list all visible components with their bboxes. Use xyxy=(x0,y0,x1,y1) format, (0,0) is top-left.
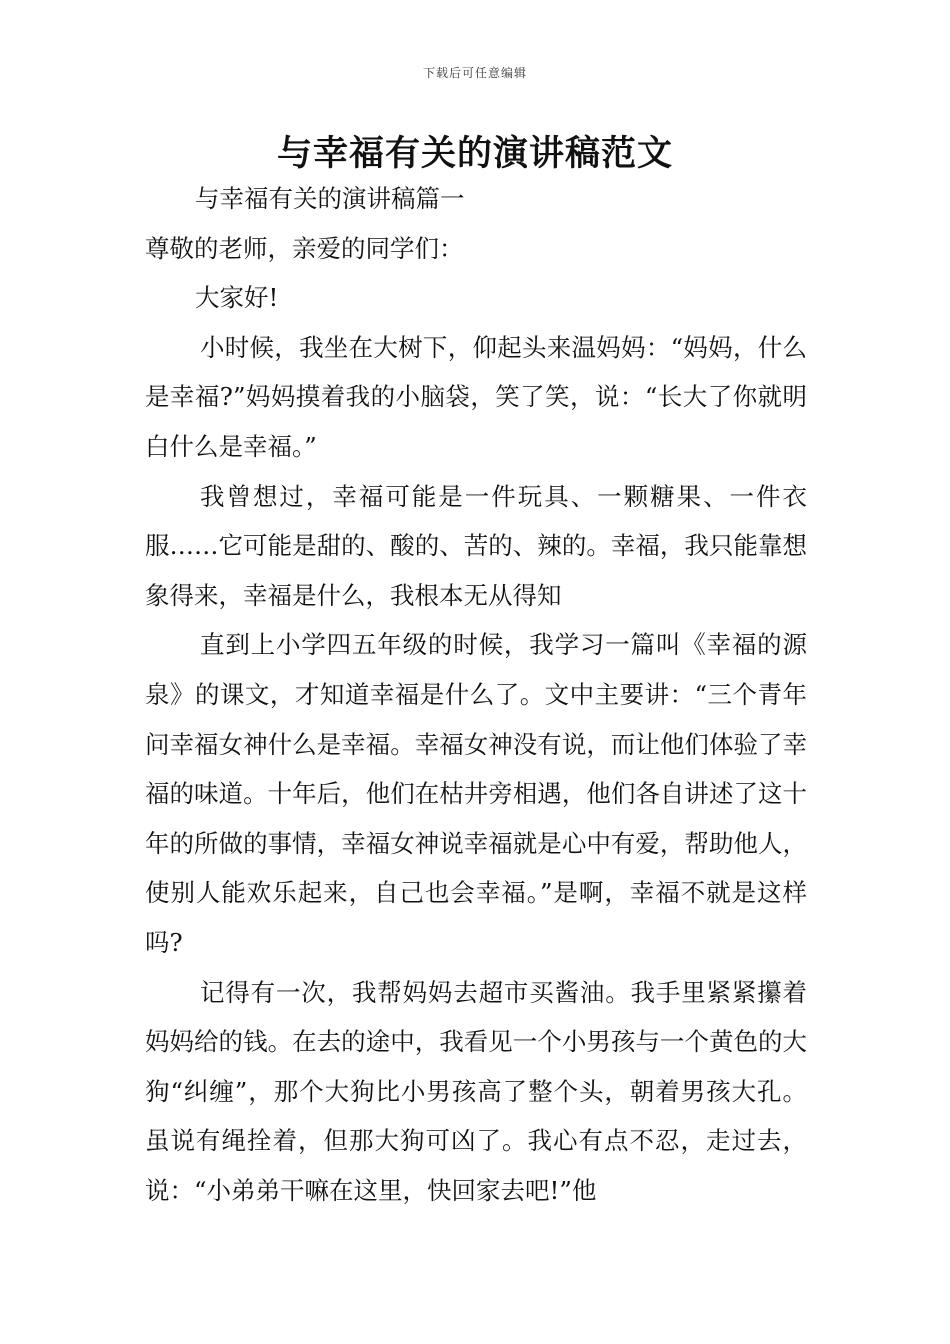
paragraph-4: 记得有一次，我帮妈妈去超市买酱油。我手里紧紧攥着妈妈给的钱。在去的途中，我看见一个小男孩与一个黄色的大狗“纠缠”，那个大狗比小男孩高了整个头，朝着男孩大孔。虽说有绳拴着，但那大狗可凶了。我心有点不忍，走过去，说：“小弟弟干嘛在这里，快回家去吧!”他 xyxy=(145,977,807,1205)
document-body xyxy=(145,174,807,1215)
salutation: 尊敬的老师，亲爱的同学们： xyxy=(145,233,464,263)
paragraph-1: 小时候，我坐在大树下，仰起头来温妈妈：“妈妈，什么是幸福?”妈妈摸着我的小脑袋，笑了笑，说：“长大了你就明白什么是幸福。” xyxy=(145,332,807,461)
paragraph-2: 我曾想过，幸福可能是一件玩具、一颗糖果、一件衣服……它可能是甜的、酸的、苦的、辣的。幸福，我只能靠想象得来，幸福是什么，我根本无从得知 xyxy=(145,481,807,610)
section-subtitle: 与幸福有关的演讲稿篇一 xyxy=(195,184,465,213)
header-note: 下载后可任意编辑 xyxy=(422,66,527,80)
greeting: 大家好! xyxy=(195,283,279,313)
paragraph-3: 直到上小学四五年级的时候，我学习一篇叫《幸福的源泉》的课文，才知道幸福是什么了。文中主要讲：“三个青年问幸福女神什么是幸福。幸福女神没有说，而让他们体验了幸福的味道。十年后，他们在枯井旁相遇，他们各自讲述了这十年的所做的事情，幸福女神说幸福就是心中有爱，帮助他人，使别人能欢乐起来，自己也会幸福。”是啊，幸福不就是这样吗? xyxy=(145,630,807,957)
document-title: 与幸福有关的演讲稿范文 xyxy=(276,134,673,174)
